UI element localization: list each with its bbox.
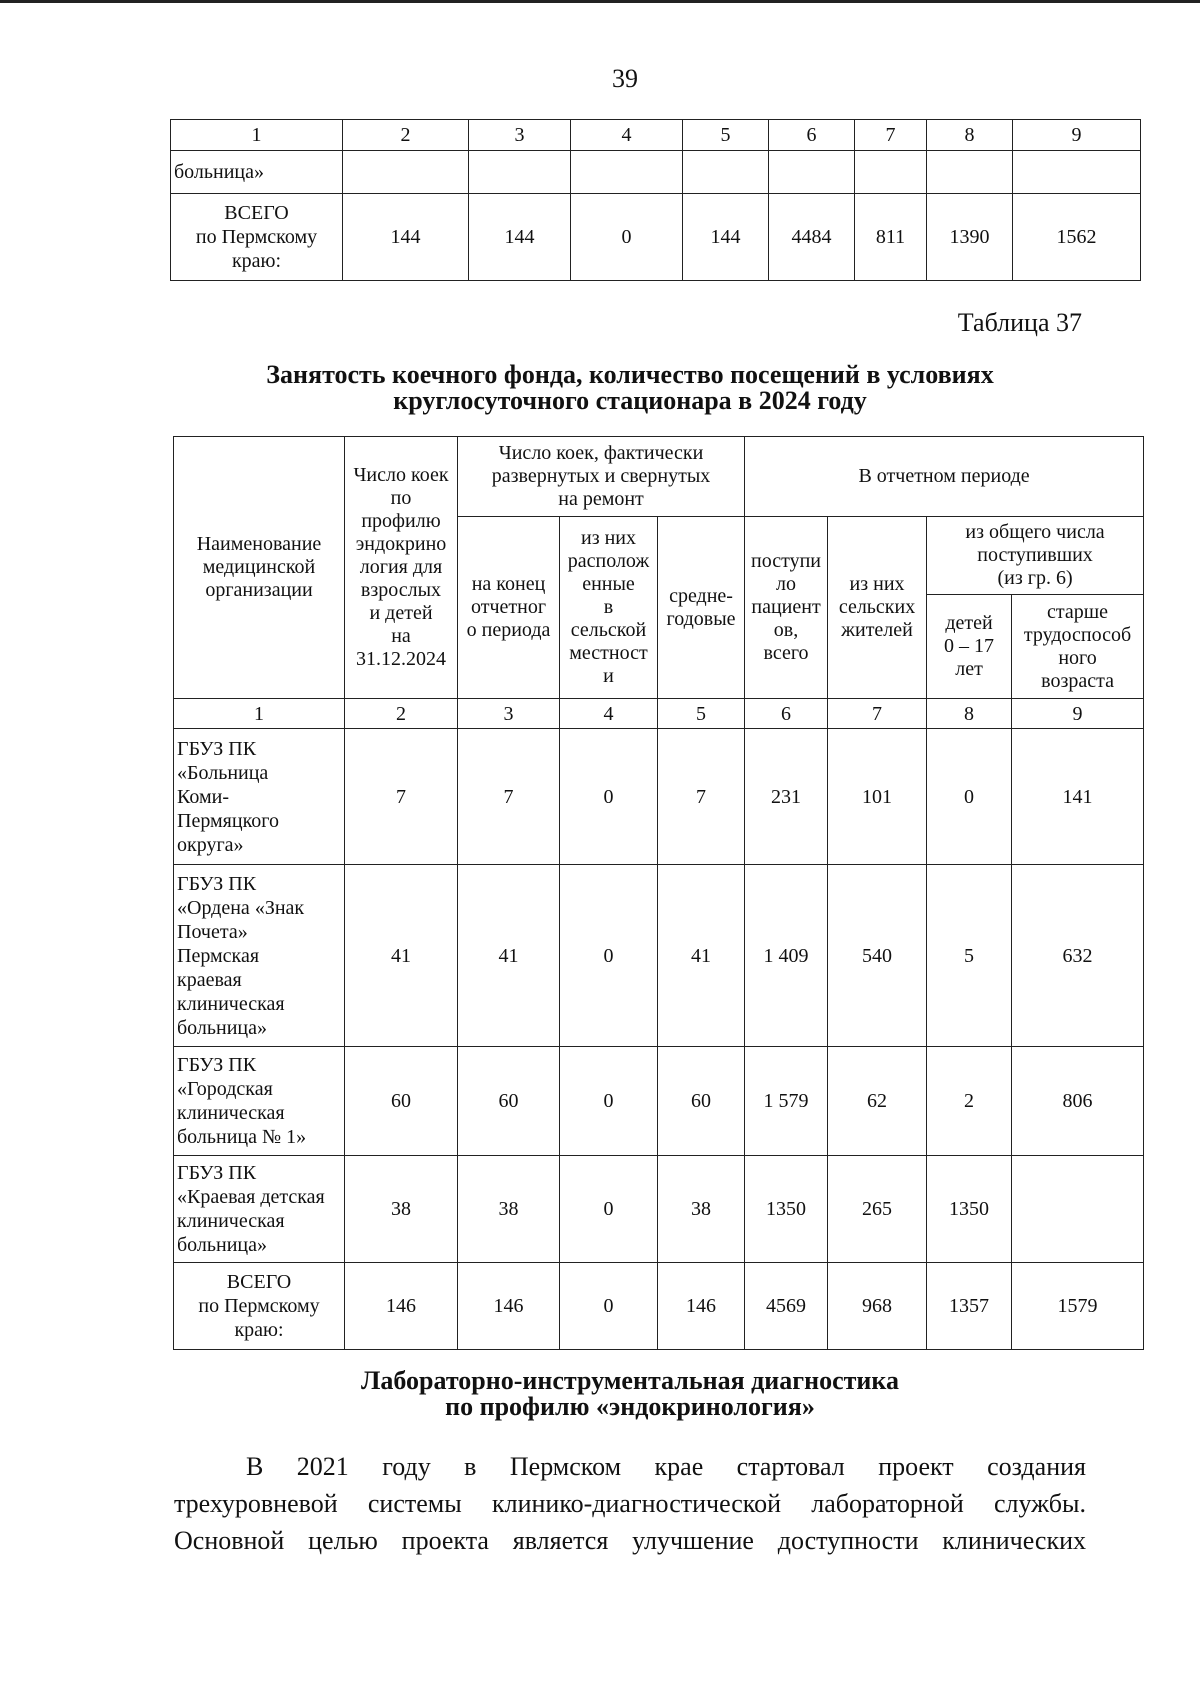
header-rural-located <box>560 517 658 699</box>
value-cell: 0 <box>560 1047 658 1156</box>
previous-table <box>170 119 1141 281</box>
text-line: Почета» <box>177 920 248 943</box>
page-number: 39 <box>612 64 638 93</box>
value-cell <box>469 151 571 194</box>
total-label-cell <box>171 194 343 281</box>
text-line: в <box>603 596 614 618</box>
text-line: ов, <box>773 619 799 641</box>
table-row <box>171 151 1141 194</box>
text-line: (из гр. 6) <box>997 567 1073 589</box>
value-cell: 60 <box>458 1047 560 1156</box>
text-line: по Пермскому <box>195 226 318 248</box>
text-line: на ремонт <box>558 488 644 510</box>
value-cell: 38 <box>458 1156 560 1263</box>
text-line: ного <box>1058 646 1097 669</box>
text-line: «Ордена «Знак <box>177 896 305 919</box>
text-line: на <box>391 625 411 647</box>
text-line: ВСЕГО <box>226 1271 292 1293</box>
header-org-name <box>174 437 345 699</box>
text-line: местност <box>569 642 648 664</box>
header-row-1 <box>174 437 1144 517</box>
text-line: больница № 1» <box>177 1126 307 1148</box>
col-number: 4 <box>560 699 658 729</box>
text-line: клиническая <box>177 1102 285 1124</box>
text-line: из них <box>580 527 636 549</box>
col-number: 8 <box>927 120 1013 151</box>
value-cell <box>1013 151 1141 194</box>
text-line: 0 – 17 <box>944 635 995 657</box>
header-children <box>927 595 1012 699</box>
text-line: 31.12.2024 <box>356 648 446 670</box>
paragraph-line: Основной целью проекта является улучшение доступности клинических <box>174 1526 1086 1555</box>
col-number: 4 <box>571 120 683 151</box>
title-line: круглосуточного стационара в 2024 году <box>393 386 867 415</box>
value-cell: 60 <box>658 1047 745 1156</box>
value-cell: 62 <box>828 1047 927 1156</box>
title-line: по профилю «эндокринология» <box>445 1392 815 1421</box>
text-line: из них <box>849 573 905 595</box>
value-cell: 1390 <box>927 194 1013 281</box>
text-line: больница» <box>177 1016 267 1039</box>
col-number: 7 <box>855 120 927 151</box>
col-number: 6 <box>745 699 828 729</box>
value-cell: 4484 <box>769 194 855 281</box>
org-name-cell <box>174 729 345 865</box>
text-line: по Пермскому <box>198 1295 320 1317</box>
text-line: и детей <box>369 602 433 624</box>
table-title <box>0 362 1200 414</box>
col-number: 1 <box>174 699 345 729</box>
value-cell: 146 <box>345 1263 458 1350</box>
value-cell: 1 409 <box>745 865 828 1047</box>
text-line: организации <box>205 579 313 601</box>
value-cell: 4569 <box>745 1263 828 1350</box>
text-line: профилю <box>361 510 441 532</box>
text-line: ГБУЗ ПК <box>177 1054 257 1076</box>
value-cell: 101 <box>828 729 927 865</box>
text-line: на конец <box>471 573 546 595</box>
value-cell: 144 <box>343 194 469 281</box>
text-line: годовые <box>666 607 736 630</box>
value-cell: 144 <box>469 194 571 281</box>
text-line: лет <box>955 658 983 680</box>
text-line: ГБУЗ ПК <box>177 1162 257 1184</box>
text-line: о периода <box>466 619 551 641</box>
text-line: Пермская <box>177 944 260 967</box>
text-line: Число коек, фактически <box>498 442 704 464</box>
total-row <box>174 1263 1144 1350</box>
col-number: 3 <box>458 699 560 729</box>
table-label: Таблица 37 <box>957 308 1082 337</box>
bed-occupancy-table <box>173 436 1144 1350</box>
org-name-cell <box>174 1156 345 1263</box>
text-line: ГБУЗ ПК <box>177 872 257 895</box>
col-number: 5 <box>658 699 745 729</box>
text-line: поступивших <box>977 544 1093 566</box>
text-line: Пермяцкого <box>177 809 279 832</box>
value-cell: 811 <box>855 194 927 281</box>
text-line: сельской <box>570 619 647 641</box>
text-line: ло <box>776 573 797 595</box>
value-cell <box>1012 1156 1144 1263</box>
text-line: енные <box>582 573 635 595</box>
value-cell: 0 <box>560 865 658 1047</box>
value-cell: 38 <box>345 1156 458 1263</box>
header-average <box>658 517 745 699</box>
text-line: развернутых и свернутых <box>491 465 711 487</box>
text-line: всего <box>763 642 809 664</box>
total-label-cell <box>174 1263 345 1350</box>
col-number: 8 <box>927 699 1012 729</box>
value-cell <box>343 151 469 194</box>
text-line: старше <box>1047 600 1109 623</box>
value-cell: 1350 <box>927 1156 1012 1263</box>
header-elderly <box>1012 595 1144 699</box>
col-number: 1 <box>171 120 343 151</box>
text-line: больница» <box>177 1234 267 1256</box>
body-paragraph <box>174 1448 1086 1559</box>
text-line: детей <box>945 612 993 634</box>
table-row <box>174 729 1144 865</box>
value-cell: 146 <box>658 1263 745 1350</box>
text-line: «Краевая детская <box>177 1186 325 1208</box>
text-line: ГБУЗ ПК <box>177 737 257 760</box>
text-line: округа» <box>177 833 244 856</box>
col-number: 9 <box>1013 120 1141 151</box>
col-number: 3 <box>469 120 571 151</box>
value-cell: 1579 <box>1012 1263 1144 1350</box>
table-row <box>174 865 1144 1047</box>
text-line: эндокрино <box>355 533 447 555</box>
text-line: трудоспособ <box>1023 623 1132 646</box>
value-cell: 41 <box>658 865 745 1047</box>
value-cell: 5 <box>927 865 1012 1047</box>
text-line: Число коек <box>353 464 449 486</box>
text-line: ВСЕГО <box>224 202 289 224</box>
value-cell: 1350 <box>745 1156 828 1263</box>
value-cell: 60 <box>345 1047 458 1156</box>
text-line: взрослых <box>360 579 442 601</box>
text-line: жителей <box>841 619 913 641</box>
text-line: пациент <box>751 596 821 618</box>
paragraph-line: трехуровневой системы клинико-диагностической лабораторной службы. <box>174 1489 1086 1518</box>
total-row <box>171 194 1141 281</box>
text-line: логия для <box>359 556 443 578</box>
text-line: медицинской <box>202 556 316 578</box>
value-cell <box>571 151 683 194</box>
value-cell: 7 <box>658 729 745 865</box>
text-line: и <box>603 665 614 687</box>
value-cell <box>683 151 769 194</box>
value-cell: 806 <box>1012 1047 1144 1156</box>
previous-table-header-row <box>171 120 1141 151</box>
paragraph-line: В 2021 году в Пермском крае стартовал проект создания <box>246 1452 1086 1481</box>
value-cell: 231 <box>745 729 828 865</box>
column-number-row <box>174 699 1144 729</box>
text-line: краевая <box>177 968 242 991</box>
value-cell: 1562 <box>1013 194 1141 281</box>
col-number: 2 <box>343 120 469 151</box>
org-name-cell <box>174 1047 345 1156</box>
value-cell: 1357 <box>927 1263 1012 1350</box>
header-beds-deployed <box>458 437 745 517</box>
value-cell <box>927 151 1013 194</box>
text-line: отчетног <box>470 596 547 618</box>
text-line: краю: <box>234 1319 284 1341</box>
text-line: Коми- <box>177 785 229 808</box>
col-number: 2 <box>345 699 458 729</box>
value-cell: 0 <box>927 729 1012 865</box>
value-cell: 41 <box>345 865 458 1047</box>
value-cell: 0 <box>560 1263 658 1350</box>
text-line: Наименование <box>196 533 322 555</box>
text-line: из общего числа <box>965 521 1105 543</box>
value-cell: 1 579 <box>745 1047 828 1156</box>
value-cell: 968 <box>828 1263 927 1350</box>
text-line: по <box>390 487 412 509</box>
text-line: поступи <box>751 550 822 572</box>
title-line: Лабораторно-инструментальная диагностика <box>361 1366 899 1395</box>
value-cell: 0 <box>560 729 658 865</box>
value-cell: 2 <box>927 1047 1012 1156</box>
header-beds-profile <box>345 437 458 699</box>
text-line: сельских <box>838 596 916 618</box>
text-line: средне- <box>669 584 733 607</box>
text-line: возраста <box>1041 669 1114 692</box>
value-cell: 540 <box>828 865 927 1047</box>
value-cell: 7 <box>345 729 458 865</box>
header-rural-residents <box>828 517 927 699</box>
text-line: «Городская <box>177 1078 273 1100</box>
value-cell: 41 <box>458 865 560 1047</box>
value-cell: 0 <box>560 1156 658 1263</box>
value-cell: 632 <box>1012 865 1144 1047</box>
table-row <box>174 1156 1144 1263</box>
header-end-of-period <box>458 517 560 699</box>
value-cell: 265 <box>828 1156 927 1263</box>
col-number: 6 <box>769 120 855 151</box>
section-title <box>0 1368 1200 1420</box>
value-cell <box>855 151 927 194</box>
value-cell: 7 <box>458 729 560 865</box>
header-of-total-admitted <box>927 517 1144 595</box>
col-number: 7 <box>828 699 927 729</box>
text-line: клиническая <box>177 1210 285 1232</box>
value-cell <box>769 151 855 194</box>
value-cell: 38 <box>658 1156 745 1263</box>
header-reporting-period: В отчетном периоде <box>745 437 1144 517</box>
title-line: Занятость коечного фонда, количество посещений в условиях <box>266 360 994 389</box>
header-admitted-total <box>745 517 828 699</box>
table-row <box>174 1047 1144 1156</box>
org-name-cell: больница» <box>171 151 343 194</box>
text-line: располож <box>567 550 650 572</box>
value-cell: 144 <box>683 194 769 281</box>
text-line: краю: <box>231 250 282 272</box>
text-line: «Больница <box>177 761 269 784</box>
text-line: клиническая <box>177 992 285 1015</box>
value-cell: 146 <box>458 1263 560 1350</box>
col-number: 5 <box>683 120 769 151</box>
page-top-edge <box>0 0 1200 3</box>
col-number: 9 <box>1012 699 1144 729</box>
value-cell: 0 <box>571 194 683 281</box>
org-name-cell <box>174 865 345 1047</box>
value-cell: 141 <box>1012 729 1144 865</box>
